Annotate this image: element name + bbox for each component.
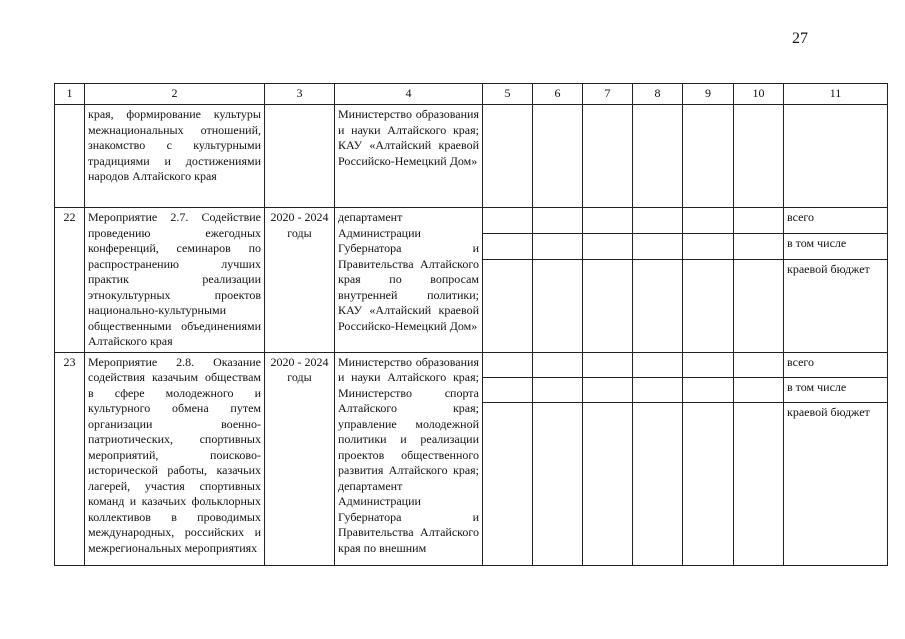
col-header-4: 4: [335, 84, 483, 105]
cell-value: [734, 105, 784, 208]
cell-value: [633, 208, 683, 234]
cell-value: [734, 402, 784, 565]
program-table: [54, 83, 888, 566]
cell-value: [583, 208, 633, 234]
cell-metric-including: в том числе: [784, 233, 888, 259]
cell-value: [683, 352, 734, 377]
cell-value: [633, 105, 683, 208]
cell-value: [483, 402, 533, 565]
col-header-11: 11: [784, 84, 888, 105]
cell-metric-including: в том числе: [784, 377, 888, 402]
page-number: 27: [792, 30, 808, 47]
cell-metric-total: всего: [784, 208, 888, 234]
cell-value: [734, 259, 784, 352]
cell-value: [483, 377, 533, 402]
table-row-continuation: [55, 105, 888, 208]
cell-executor: Министерство образования и науки Алтайского края; Министерство спорта Алтайского края; управление молодежной политики и реализации проектов общественного развития Алтайского края; департамент Администрации Губернатора и Правительства Алтайского края по внешним: [335, 352, 483, 565]
cell-description: Мероприятие 2.7. Содействие проведению ежегодных конференций, семинаров по распространению лучших практик реализации этнокультурных проектов национально-культурными общественными объединениями Алтайского края: [85, 208, 265, 353]
col-header-1: 1: [55, 84, 85, 105]
cell-value: [633, 259, 683, 352]
cell-value: [633, 233, 683, 259]
cell-num: [55, 105, 85, 208]
cell-value: [533, 233, 583, 259]
cell-value: [583, 259, 633, 352]
cell-value: [734, 233, 784, 259]
col-header-9: 9: [683, 84, 734, 105]
cell-value: [683, 233, 734, 259]
cell-value: [633, 377, 683, 402]
cell-value: [633, 402, 683, 565]
cell-num: 22: [55, 208, 85, 353]
cell-metric-total: всего: [784, 352, 888, 377]
cell-metric-regional-budget: краевой бюджет: [784, 402, 888, 565]
cell-description: Мероприятие 2.8. Оказание содействия казачьим обществам в сфере молодежного и культурного обмена путем организации военно-патриотических, спортивных мероприятий, поисково-исторической работы, казачьих лагерей, участия спортивных команд и казачьих фольклорных коллективов в проводимых международных, российских и межрегиональных мероприятиях: [85, 352, 265, 565]
cell-years: 2020 - 2024 годы: [265, 208, 335, 353]
cell-value: [483, 105, 533, 208]
cell-value: [483, 259, 533, 352]
cell-years: 2020 - 2024 годы: [265, 352, 335, 565]
cell-value: [683, 105, 734, 208]
cell-value: [683, 208, 734, 234]
cell-value: [533, 352, 583, 377]
cell-value: [533, 377, 583, 402]
cell-value: [583, 402, 633, 565]
cell-value: [683, 259, 734, 352]
table-row-23: [55, 352, 888, 377]
cell-executor: Министерство образования и науки Алтайского края; КАУ «Алтайский краевой Российско-Немецкий Дом»: [335, 105, 483, 208]
cell-value: [533, 105, 583, 208]
cell-value: [683, 402, 734, 565]
cell-value: [483, 352, 533, 377]
cell-value: [533, 208, 583, 234]
cell-value: [583, 377, 633, 402]
cell-value: [583, 233, 633, 259]
col-header-3: 3: [265, 84, 335, 105]
cell-executor: департамент Администрации Губернатора и Правительства Алтайского края по вопросам внутренней политики; КАУ «Алтайский краевой Российско-Немецкий Дом»: [335, 208, 483, 353]
cell-value: [533, 402, 583, 565]
header-row: [55, 84, 888, 105]
cell-years: [265, 105, 335, 208]
cell-description: края, формирование культуры межнациональных отношений, знакомство с культурными традициями и достижениями народов Алтайского края: [85, 105, 265, 208]
col-header-10: 10: [734, 84, 784, 105]
cell-value: [734, 377, 784, 402]
col-header-6: 6: [533, 84, 583, 105]
cell-num: 23: [55, 352, 85, 565]
col-header-7: 7: [583, 84, 633, 105]
cell-value: [483, 208, 533, 234]
col-header-2: 2: [85, 84, 265, 105]
col-header-5: 5: [483, 84, 533, 105]
cell-value: [583, 352, 633, 377]
col-header-8: 8: [633, 84, 683, 105]
cell-value: [583, 105, 633, 208]
cell-value: [683, 377, 734, 402]
cell-value: [483, 233, 533, 259]
cell-value: [734, 352, 784, 377]
table-row-22: [55, 208, 888, 234]
cell-value: [734, 208, 784, 234]
cell-value: [633, 352, 683, 377]
cell-value: [533, 259, 583, 352]
cell-metric-regional-budget: краевой бюджет: [784, 259, 888, 352]
cell-metric: [784, 105, 888, 208]
